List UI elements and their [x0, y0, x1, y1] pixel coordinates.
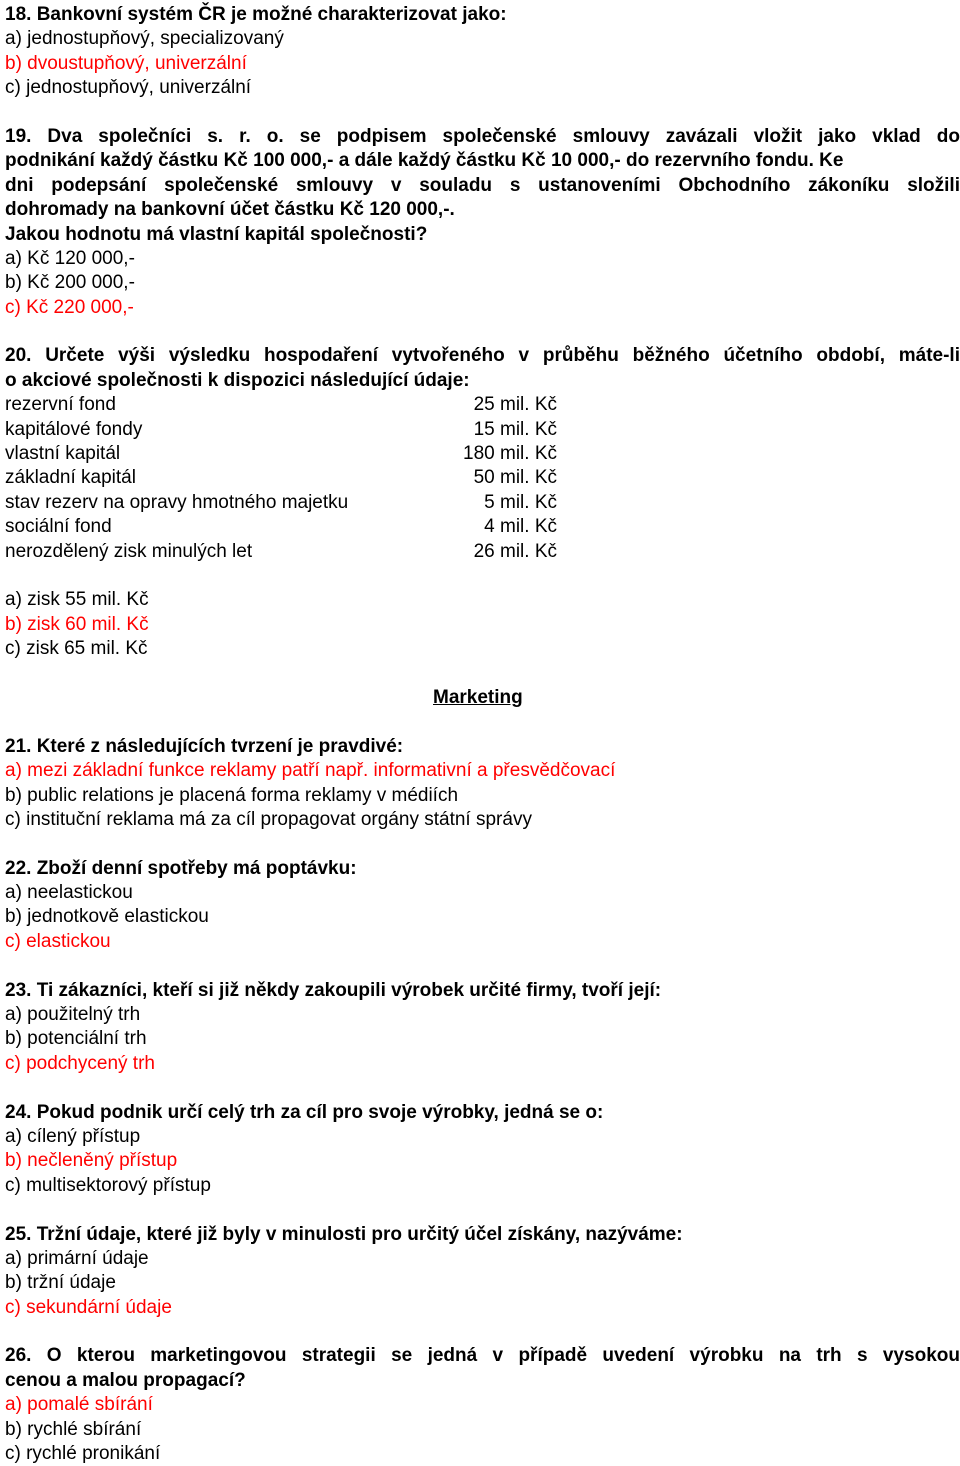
question-22	[5, 857, 960, 955]
question-text-line: dohromady na bankovní účet částku Kč 120 000,-.	[5, 199, 455, 221]
answer-a: a) neelastickou	[5, 882, 133, 904]
answer-b-correct: b) nečleněný přístup	[5, 1150, 178, 1172]
question-text-line: dni podepsání společenské smlouvy v souladu s ustanoveními Obchodního zákoníku složili	[5, 174, 960, 196]
table-row	[5, 418, 960, 442]
table-row	[5, 491, 960, 515]
answer-c-correct: c) elastickou	[5, 930, 111, 952]
question-18	[5, 3, 960, 101]
answer-a: a) primární údaje	[5, 1247, 149, 1269]
answer-c: c) instituční reklama má za cíl propagovat orgány státní správy	[5, 808, 532, 830]
answer-b: b) Kč 200 000,-	[5, 272, 135, 294]
question-title: 23. Ti zákazníci, kteří si již někdy zakoupili výrobek určité firmy, tvoří její:	[5, 979, 662, 1001]
answer-c: c) zisk 65 mil. Kč	[5, 638, 148, 660]
item-value: 26 mil. Kč	[473, 540, 557, 562]
question-title: 22. Zboží denní spotřeby má poptávku:	[5, 857, 357, 879]
data-table	[5, 393, 960, 564]
answer-a: a) Kč 120 000,-	[5, 247, 135, 269]
answer-c: c) rychlé pronikání	[5, 1443, 161, 1465]
item-value: 50 mil. Kč	[473, 467, 557, 489]
answer-b-correct: b) dvoustupňový, univerzální	[5, 52, 247, 74]
table-row	[5, 466, 960, 490]
table-row	[5, 515, 960, 539]
answer-c: c) multisektorový přístup	[5, 1174, 211, 1196]
item-value: 15 mil. Kč	[473, 418, 557, 440]
answer-b: b) jednotkově elastickou	[5, 906, 209, 928]
item-label: sociální fond	[5, 516, 112, 538]
item-value: 180 mil. Kč	[463, 443, 557, 465]
item-value: 5 mil. Kč	[484, 491, 557, 513]
question-19	[5, 125, 960, 320]
question-text-line: podnikání každý částku Kč 100 000,- a dále každý částku Kč 10 000,- do rezervního fondu.	[5, 150, 814, 172]
question-24	[5, 1101, 960, 1199]
item-label: rezervní fond	[5, 394, 116, 416]
table-row	[5, 540, 960, 564]
item-label: stav rezerv na opravy hmotného majetku	[5, 491, 349, 513]
item-label: kapitálové fondy	[5, 418, 143, 440]
question-text-line: o akciové společnosti k dispozici následující údaje:	[5, 369, 470, 391]
question-25	[5, 1223, 960, 1321]
answer-c-correct: c) Kč 220 000,-	[5, 296, 134, 318]
item-value: 4 mil. Kč	[484, 516, 557, 538]
question-20	[5, 344, 960, 661]
answer-b: b) tržní údaje	[5, 1272, 116, 1294]
table-row	[5, 393, 960, 417]
item-label: nerozdělený zisk minulých let	[5, 540, 253, 562]
question-text-line: 26. O kterou marketingovou strategii se jedná v případě uvedení výrobku na trh s vysokou	[5, 1345, 960, 1367]
question-title: 24. Pokud podnik určí celý trh za cíl pro svoje výrobky, jedná se o:	[5, 1101, 604, 1123]
answer-b: b) rychlé sbírání	[5, 1418, 142, 1440]
item-label: vlastní kapitál	[5, 443, 121, 465]
question-text-line: 20. Určete výši výsledku hospodaření vytvořeného v průběhu běžného účetního období, máte-li	[5, 345, 960, 367]
table-row	[5, 442, 960, 466]
question-title: 18. Bankovní systém ČR je možné charakterizovat jako:	[5, 4, 507, 25]
document-page	[5, 3, 960, 1466]
answer-a: a) použitelný trh	[5, 1004, 141, 1026]
section-heading: Marketing	[433, 686, 523, 708]
answer-a: a) cílený přístup	[5, 1125, 141, 1147]
question-23	[5, 979, 960, 1077]
answer-a: a) jednostupňový, specializovaný	[5, 28, 284, 50]
question-prompt: Jakou hodnotu má vlastní kapitál společnosti?	[5, 223, 428, 245]
answer-b-correct: b) zisk 60 mil. Kč	[5, 613, 149, 635]
question-text-line: 19. Dva společníci s. r. o. se podpisem společenské smlouvy zavázali vložit jako vklad do	[5, 125, 960, 147]
answer-c: c) jednostupňový, univerzální	[5, 77, 252, 99]
question-text-line: Ke	[813, 150, 844, 172]
question-text-line: cenou a malou propagací?	[5, 1369, 246, 1391]
question-21	[5, 735, 960, 833]
answer-c-correct: c) sekundární údaje	[5, 1296, 172, 1318]
question-26	[5, 1344, 960, 1466]
answer-a-correct: a) pomalé sbírání	[5, 1394, 153, 1416]
answer-a-correct: a) mezi základní funkce reklamy patří např. informativní a přesvědčovací	[5, 760, 616, 782]
question-title: 25. Tržní údaje, které již byly v minulosti pro určitý účel získány, nazýváme:	[5, 1223, 683, 1245]
answer-b: b) potenciální trh	[5, 1028, 147, 1050]
answer-a: a) zisk 55 mil. Kč	[5, 589, 149, 611]
answer-c-correct: c) podchycený trh	[5, 1052, 155, 1074]
item-value: 25 mil. Kč	[473, 394, 557, 416]
item-label: základní kapitál	[5, 467, 136, 489]
answer-b: b) public relations je placená forma reklamy v médiích	[5, 784, 459, 806]
question-title: 21. Které z následujících tvrzení je pravdivé:	[5, 735, 404, 757]
